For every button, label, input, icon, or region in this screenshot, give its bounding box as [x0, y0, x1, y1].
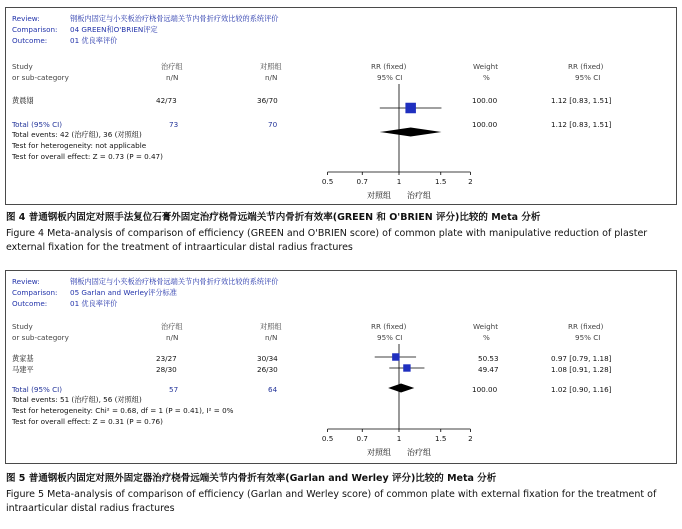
x-axis-tick-label: 1: [396, 434, 402, 443]
header-treat-sub: n/N: [166, 73, 179, 82]
header-rr: RR (fixed): [371, 322, 407, 331]
favours-treatment-label: 治疗组: [407, 191, 431, 200]
study-weight: 50.53: [478, 354, 499, 363]
study-square: [405, 103, 416, 114]
header-treat-sub: n/N: [166, 333, 179, 342]
study-weight: 49.47: [478, 365, 499, 374]
favours-treatment-label: 治疗组: [407, 448, 431, 457]
forest-plot-panel-fig4: [5, 7, 677, 205]
study-ci: 0.97 [0.79, 1.18]: [551, 354, 612, 363]
pooled-diamond: [380, 128, 442, 137]
x-axis-tick-label: 0.7: [356, 434, 368, 443]
total-ci: 1.02 [0.90, 1.16]: [551, 385, 612, 394]
header-control: 对照组: [260, 322, 282, 331]
figure4-caption-en-line2: external fixation for the treatment of intraarticular distal radius fractures: [6, 242, 353, 253]
outcome-value: 01 优良率评价: [70, 36, 118, 45]
study-treat: 28/30: [156, 365, 177, 374]
header-treat: 治疗组: [161, 62, 183, 71]
comparison-label: Comparison:: [12, 25, 58, 34]
header-rr2-sub: 95% CI: [575, 73, 601, 82]
figure4-caption-en-line1: Figure 4 Meta-analysis of comparison of efficiency (GREEN and O'BRIEN score) of common plate with manipulative reduction of plaster: [6, 228, 648, 239]
review-label: Review:: [12, 277, 40, 286]
overall-effect-note: Test for overall effect: Z = 0.31 (P = 0.76): [12, 417, 163, 426]
header-control: 对照组: [260, 62, 282, 71]
header-control-sub: n/N: [265, 73, 278, 82]
outcome-value: 01 优良率评价: [70, 299, 118, 308]
forest-plot-fig4: [6, 8, 676, 204]
total-weight: 100.00: [472, 385, 498, 394]
x-axis-tick-label: 1.5: [435, 434, 447, 443]
total-control: 64: [268, 385, 278, 394]
outcome-label: Outcome:: [12, 36, 48, 45]
x-axis-tick-label: 2: [468, 177, 473, 186]
review-title: 钢板内固定与小夹板治疗桡骨远端关节内骨折疗效比较的系统评价: [70, 277, 279, 286]
study-control: 26/30: [257, 365, 278, 374]
x-axis-tick-label: 1.5: [435, 177, 447, 186]
header-study-sub: or sub-category: [12, 333, 69, 342]
total-events-note: Total events: 51 (治疗组), 56 (对照组): [12, 395, 142, 404]
forest-plot-panel-fig5: [5, 270, 677, 464]
header-rr2: RR (fixed): [568, 62, 604, 71]
x-axis-tick-label: 0.5: [321, 434, 334, 443]
study-ci: 1.08 [0.91, 1.28]: [551, 365, 612, 374]
favours-control-label: 对照组: [367, 191, 391, 200]
heterogeneity-note: Test for heterogeneity: not applicable: [12, 141, 147, 150]
header-treat: 治疗组: [161, 322, 183, 331]
header-weight-sub: %: [483, 333, 490, 342]
header-rr-sub: 95% CI: [377, 73, 403, 82]
comparison-value: 04 GREEN和O'BRIEN评定: [70, 25, 158, 34]
x-axis-tick-label: 1: [396, 177, 402, 186]
figure4-caption-zh: 图 4 普通钢板内固定对照手法复位石膏外固定治疗桡骨远端关节内骨折有效率(GREEN 和 O'BRIEN 评分)比较的 Meta 分析: [6, 212, 541, 223]
figure5-caption-en-line1: Figure 5 Meta-analysis of comparison of efficiency (Garlan and Werley score) of common plate with external fixation for the treatment of: [6, 489, 657, 500]
header-weight: Weight: [473, 62, 499, 71]
header-weight-sub: %: [483, 73, 490, 82]
total-label: Total (95% CI): [12, 385, 63, 394]
forest-plot-fig5: [6, 271, 676, 463]
pooled-diamond: [388, 384, 414, 393]
x-axis-tick-label: 0.5: [321, 177, 334, 186]
study-name: 黄晨翃: [12, 96, 34, 105]
study-square: [392, 353, 399, 360]
header-rr2-sub: 95% CI: [575, 333, 601, 342]
x-axis-tick-label: 0.7: [356, 177, 368, 186]
outcome-label: Outcome:: [12, 299, 48, 308]
total-label: Total (95% CI): [12, 120, 63, 129]
header-control-sub: n/N: [265, 333, 278, 342]
header-rr2: RR (fixed): [568, 322, 604, 331]
total-ci: 1.12 [0.83, 1.51]: [551, 120, 612, 129]
heterogeneity-note: Test for heterogeneity: Chi² = 0.68, df = 1 (P = 0.41), I² = 0%: [12, 406, 234, 415]
header-rr: RR (fixed): [371, 62, 407, 71]
study-square: [403, 364, 410, 371]
header-study: Study: [12, 322, 33, 331]
total-treat: 57: [169, 385, 179, 394]
favours-control-label: 对照组: [367, 448, 391, 457]
study-name: 马建平: [12, 365, 34, 374]
total-treat: 73: [169, 120, 179, 129]
study-control: 36/70: [257, 96, 278, 105]
comparison-value: 05 Garlan and Werley评分标准: [70, 288, 177, 297]
header-study-sub: or sub-category: [12, 73, 69, 82]
review-label: Review:: [12, 14, 40, 23]
study-weight: 100.00: [472, 96, 498, 105]
comparison-label: Comparison:: [12, 288, 58, 297]
study-treat: 23/27: [156, 354, 177, 363]
total-events-note: Total events: 42 (治疗组), 36 (对照组): [12, 130, 142, 139]
overall-effect-note: Test for overall effect: Z = 0.73 (P = 0.47): [12, 152, 163, 161]
study-name: 黄家基: [12, 354, 34, 363]
header-weight: Weight: [473, 322, 499, 331]
review-title: 钢板内固定与小夹板治疗桡骨远端关节内骨折疗效比较的系统评价: [70, 14, 279, 23]
figure5-caption-zh: 图 5 普通钢板内固定对照外固定器治疗桡骨远端关节内骨折有效率(Garlan and Werley 评分)比较的 Meta 分析: [6, 473, 497, 484]
header-rr-sub: 95% CI: [377, 333, 403, 342]
figure5-caption-en-line2: intraarticular distal radius fractures: [6, 503, 175, 514]
x-axis-tick-label: 2: [468, 434, 473, 443]
study-treat: 42/73: [156, 96, 177, 105]
study-ci: 1.12 [0.83, 1.51]: [551, 96, 612, 105]
total-weight: 100.00: [472, 120, 498, 129]
study-control: 30/34: [257, 354, 278, 363]
total-control: 70: [268, 120, 278, 129]
header-study: Study: [12, 62, 33, 71]
